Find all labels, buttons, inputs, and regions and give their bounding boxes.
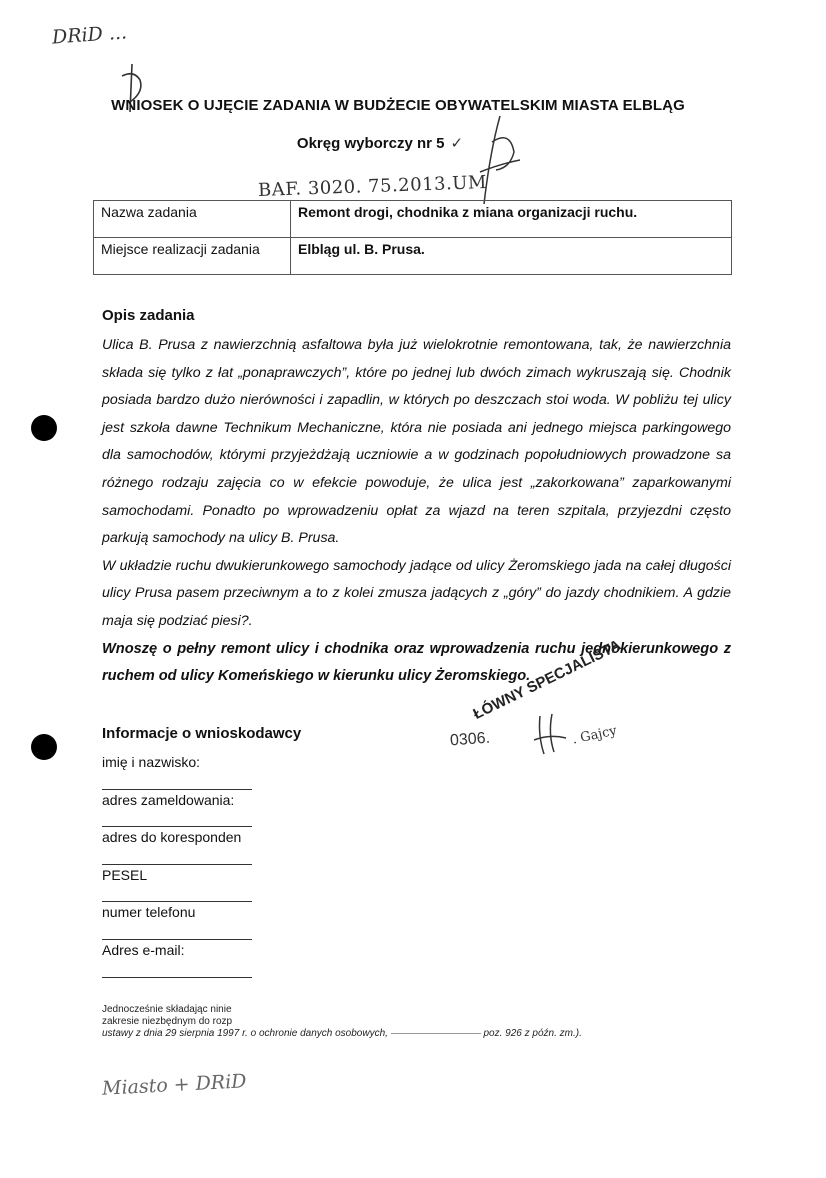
task-location-value: Elbląg ul. B. Prusa. [291,238,732,275]
field-email: Adres e-mail: [102,940,252,978]
footer-line-3-tail: poz. 926 z późn. zm.). [483,1028,582,1039]
district-label: Okręg wyborczy nr 5 [296,135,445,152]
task-name-value: Remont drogi, chodnika z miana organizacji ruchu. [291,201,732,238]
signature-scribble-stamp [530,712,570,756]
table-row [94,201,732,238]
request-paragraph: Wnoszę o pełny remont ulicy i chodnika oraz wprowadzenia ruchu jednokierunkowego z ruchem od ulicy Komeńskiego w kierunku ulicy Żeromskiego. [102,640,731,685]
document-title: WNIOSEK O UJĘCIE ZADANIA W BUDŻECIE OBYWATELSKIM MIASTA ELBLĄG [111,97,685,114]
footer-line-3: ustawy z dnia 29 sierpnia 1997 r. o ochronie danych osobowych, [102,1028,388,1039]
footer-line-1: Jednocześnie składając ninie [102,1004,232,1015]
field-correspondence-address: adres do koresponden [102,827,252,865]
applicant-fields [102,752,252,978]
handwritten-note-bottom: Miasto + DRiD [101,1070,248,1100]
punch-hole-bottom [31,734,57,760]
footer-line-2: zakresie niezbędnym do rozp [102,1016,233,1027]
applicant-heading: Informacje o wnioskodawcy [102,725,302,742]
description-paragraph-2: W układzie ruchu dwukierunkowego samochody jadące od ulicy Żeromskiego jada na całej długości ulicy Prusa pasem przeciwnym a to z kolei zmusza jadących z „góry” do jazdy chodnikiem. A gdzie maja się podziać piesi?. [102,557,731,629]
field-phone: numer telefonu [102,902,252,940]
task-name-label: Nazwa zadania [94,201,291,238]
signature-scribble-header [470,112,530,208]
field-registered-address: adres zameldowania: [102,790,252,828]
official-stamp: ŁÓWNY SPECJALISTA [470,636,624,723]
task-location-label: Miejsce realizacji zadania [94,238,291,275]
footer-redaction [391,1033,481,1034]
description-body [102,332,731,691]
footer-consent-text [102,1004,582,1040]
table-row [94,238,732,275]
field-full-name: imię i nazwisko: [102,752,252,790]
stamp-name: . Gajcy [570,723,619,748]
task-info-table [93,200,732,275]
registration-number: BAF. 3020. 75.2013.UM [257,172,488,201]
punch-hole-top [31,415,57,441]
description-heading: Opis zadania [102,307,195,324]
handwritten-note-top: DRiD ... [51,21,128,49]
description-paragraph-1: Ulica B. Prusa z nawierzchnią asfaltowa była już wielokrotnie remontowana, tak, że nawierzchnia składa się tylko z łat „ponaprawczych”, które po jednej lub dwóch zimach wykruszają się. Chodnik posiada bardzo dużo nierówności i zapadlin, w których po deszczach stoi woda. W pobliżu tej ulicy jest szkoła dawne Technikum Mechaniczne, która nie posiada ani jednego miejsca parkingowego dla samochodów, którymi przyjeżdżają uczniowie a w godzinach popołudniowych prowadzone sa różnego rodzaju zajęcia co w efekcie powoduje, że ulica jest „zakorkowana” zaparkowanymi samochodami. Ponadto po wprowadzeniu opłat za wjazd na teren szpitala, przyjezdni często parkują samochody na ulicy B. Prusa. [102,337,731,547]
stamp-date: 0306. [449,729,491,750]
field-pesel: PESEL [102,865,252,903]
district-heading [0,134,760,152]
check-mark-icon: ✓ [450,135,464,152]
